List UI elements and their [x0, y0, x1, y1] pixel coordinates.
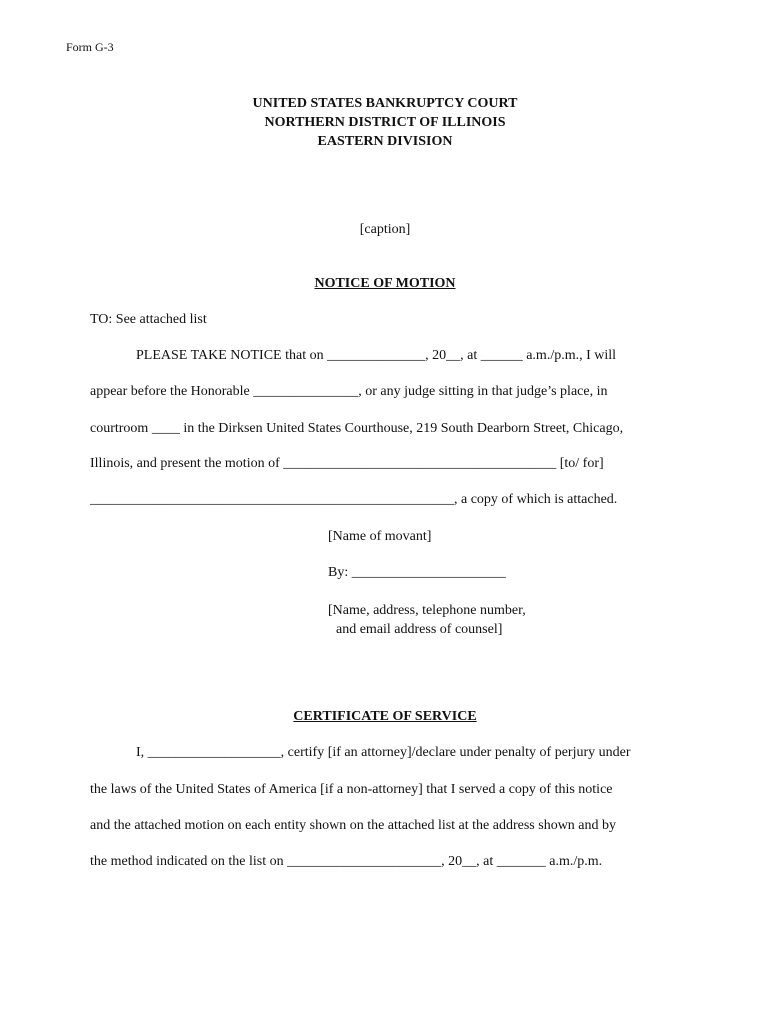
court-division: EASTERN DIVISION — [317, 134, 453, 149]
caption-placeholder: [caption] — [359, 222, 411, 237]
notice-title: NOTICE OF MOTION — [314, 276, 456, 291]
notice-line-2: appear before the Honorable _______________, or any judge sitting in that judge’s place, in — [90, 384, 608, 399]
court-name: UNITED STATES BANKRUPTCY COURT — [252, 96, 518, 111]
notice-line-4: Illinois, and present the motion of _______________________________________ [to/ for] — [90, 456, 604, 471]
counsel-info — [328, 601, 526, 639]
notice-recipient: TO: See attached list — [90, 312, 207, 327]
certificate-line-2: the laws of the United States of America [if a non-attorney] that I served a copy of this notice — [90, 782, 613, 797]
movant-name: [Name of movant] — [328, 529, 432, 544]
notice-line-3: courtroom ____ in the Dirksen United States Courthouse, 219 South Dearborn Street, Chicago, — [90, 421, 624, 436]
certificate-line-4: the method indicated on the list on ______________________, 20__, at _______ a.m./p.m. — [90, 854, 603, 869]
notice-line-5: ____________________________________________________, a copy of which is attached. — [90, 492, 618, 507]
certificate-line-3: and the attached motion on each entity shown on the attached list at the address shown and by — [90, 818, 617, 833]
counsel-info-line-1: [Name, address, telephone number, — [328, 603, 526, 618]
notice-line-1: PLEASE TAKE NOTICE that on ______________, 20__, at ______ a.m./p.m., I will — [136, 348, 617, 363]
counsel-info-line-2: and email address of counsel] — [336, 622, 503, 637]
certificate-title: CERTIFICATE OF SERVICE — [293, 709, 477, 724]
signature-line: By: ______________________ — [328, 565, 506, 580]
form-identifier: Form G-3 — [66, 40, 114, 54]
certificate-line-1: I, ___________________, certify [if an attorney]/declare under penalty of perjury under — [136, 745, 631, 760]
court-district: NORTHERN DISTRICT OF ILLINOIS — [264, 115, 506, 130]
